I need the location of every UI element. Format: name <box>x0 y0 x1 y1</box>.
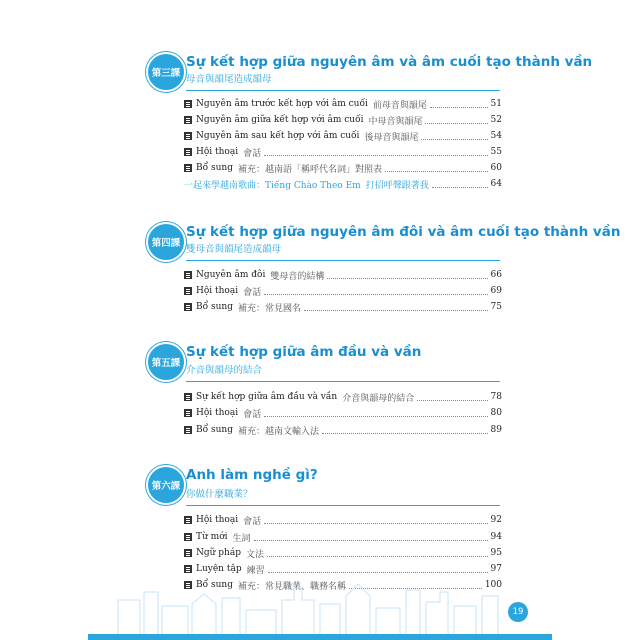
entry-vi: Bổ sung <box>196 580 233 590</box>
list-bullet-icon <box>184 116 192 124</box>
entry-page: 75 <box>490 302 502 312</box>
entry-vi: Bổ sung <box>196 425 233 435</box>
lesson-subtitle: 雙母音與韻尾造成韻母 <box>186 244 282 255</box>
list-bullet-icon <box>184 516 192 524</box>
entry-vi: Ngữ pháp <box>196 548 241 558</box>
entry-zh: 補充：越南文輸入法 <box>237 426 319 437</box>
divider <box>186 381 500 382</box>
lesson-title: Sự kết hợp giữa nguyên âm và âm cuối tạo thành vần <box>186 54 593 70</box>
list-bullet-icon <box>184 287 192 295</box>
entry-page: 94 <box>490 532 502 542</box>
toc-entry[interactable] <box>184 390 502 404</box>
entry-zh: 生詞 <box>232 533 251 544</box>
toc-entry[interactable] <box>184 113 502 127</box>
list-bullet-icon <box>184 100 192 108</box>
entry-zh: 文法 <box>245 549 264 560</box>
toc-entry[interactable] <box>184 129 502 143</box>
entry-vi: Nguyên âm sau kết hợp với âm cuối <box>196 131 360 141</box>
entry-vi: Bổ sung <box>196 163 233 173</box>
leader-dots <box>264 288 487 295</box>
leader-dots <box>327 272 487 279</box>
list-bullet-icon <box>184 271 192 279</box>
lesson-badge: 第四課 <box>146 222 186 262</box>
list-bullet-icon <box>184 426 192 434</box>
entry-page: 97 <box>490 564 502 574</box>
entry-page: 54 <box>490 131 502 141</box>
leader-dots <box>254 534 488 541</box>
leader-dots <box>421 133 487 140</box>
toc-entry[interactable] <box>184 406 502 420</box>
leader-dots <box>267 550 488 557</box>
entry-vi: Hội thoại <box>196 515 239 525</box>
divider <box>186 260 500 261</box>
entry-page: 51 <box>490 99 502 109</box>
lesson-subtitle: 母音與韻尾造成韻母 <box>186 74 272 85</box>
leader-dots <box>264 149 487 156</box>
entry-page: 95 <box>490 548 502 558</box>
entry-page: 92 <box>490 515 502 525</box>
toc-entry[interactable] <box>184 530 502 544</box>
lesson-badge: 第六課 <box>146 465 186 505</box>
entry-zh: 會話 <box>243 148 262 159</box>
entry-page: 60 <box>490 163 502 173</box>
list-bullet-icon <box>184 148 192 156</box>
leader-dots <box>264 410 487 417</box>
entry-zh: 打招呼聲跟著我 <box>365 180 429 191</box>
entry-vi: Nguyên âm giữa kết hợp với âm cuối <box>196 115 364 125</box>
entry-zh: 介音與韻母的結合 <box>342 393 415 404</box>
entry-zh: 補充：常見國名 <box>237 303 301 314</box>
list-bullet-icon <box>184 132 192 140</box>
toc-entry[interactable] <box>184 97 502 111</box>
lesson-badge: 第五課 <box>146 342 186 382</box>
toc-entry[interactable] <box>184 423 502 437</box>
toc-entry-song[interactable] <box>184 177 502 191</box>
entry-vi: Sự kết hợp giữa âm đầu và vần <box>196 392 338 402</box>
divider <box>186 90 500 91</box>
leader-dots <box>385 165 488 172</box>
entry-page: 100 <box>484 580 502 590</box>
entry-zh: 雙母音的結構 <box>270 271 325 282</box>
entry-page: 64 <box>490 179 502 189</box>
page-number-badge: 19 <box>508 602 528 622</box>
list-bullet-icon <box>184 164 192 172</box>
lesson-subtitle: 你做什麼職業？ <box>186 489 253 500</box>
entry-vi: 一起來學越南歌曲：Tiếng Chào Theo Em <box>184 180 361 191</box>
list-bullet-icon <box>184 303 192 311</box>
entry-page: 89 <box>490 425 502 435</box>
leader-dots <box>425 117 487 124</box>
entry-vi: Hội thoại <box>196 408 239 418</box>
entry-page: 55 <box>490 147 502 157</box>
lesson-title: Anh làm nghề gì? <box>186 467 318 483</box>
list-bullet-icon <box>184 549 192 557</box>
lesson-badge: 第三課 <box>146 52 186 92</box>
lesson-title: Sự kết hợp giữa âm đầu và vần <box>186 344 422 360</box>
list-bullet-icon <box>184 409 192 417</box>
leader-dots <box>432 181 488 188</box>
toc-entry[interactable] <box>184 284 502 298</box>
entry-zh: 補充：常見職業、職務名稱 <box>237 581 346 592</box>
divider <box>186 505 500 506</box>
entry-page: 66 <box>490 270 502 280</box>
lesson-subtitle: 介音與韻母的結合 <box>186 365 263 376</box>
leader-dots <box>417 394 487 401</box>
leader-dots <box>322 427 488 434</box>
entry-vi: Nguyên âm đôi <box>196 270 266 280</box>
entry-vi: Từ mới <box>196 532 228 542</box>
entry-zh: 會話 <box>243 409 262 420</box>
entry-zh: 會話 <box>243 287 262 298</box>
lesson-title: Sự kết hợp giữa nguyên âm đôi và âm cuối tạo thành vần <box>186 224 621 240</box>
entry-vi: Hội thoại <box>196 286 239 296</box>
toc-entry[interactable] <box>184 300 502 314</box>
entry-vi: Hội thoại <box>196 147 239 157</box>
entry-vi: Luyện tập <box>196 564 242 574</box>
toc-entry[interactable] <box>184 546 502 560</box>
list-bullet-icon <box>184 393 192 401</box>
entry-vi: Bổ sung <box>196 302 233 312</box>
list-bullet-icon <box>184 533 192 541</box>
toc-entry[interactable] <box>184 161 502 175</box>
leader-dots <box>430 101 488 108</box>
leader-dots <box>304 304 488 311</box>
entry-zh: 前母音與韻尾 <box>372 100 427 111</box>
entry-zh: 會話 <box>243 516 262 527</box>
entry-zh: 練習 <box>246 565 265 576</box>
entry-vi: Nguyên âm trước kết hợp với âm cuối <box>196 99 368 109</box>
entry-zh: 中母音與韻尾 <box>368 116 423 127</box>
toc-entry[interactable] <box>184 268 502 282</box>
toc-entry[interactable] <box>184 145 502 159</box>
entry-page: 80 <box>490 408 502 418</box>
city-skyline-illustration <box>88 570 552 640</box>
entry-zh: 後母音與韻尾 <box>364 132 419 143</box>
entry-page: 52 <box>490 115 502 125</box>
entry-zh: 補充：越南語「稱呼代名詞」對照表 <box>237 164 382 175</box>
toc-entry[interactable] <box>184 513 502 527</box>
leader-dots <box>264 517 487 524</box>
entry-page: 78 <box>490 392 502 402</box>
entry-page: 69 <box>490 286 502 296</box>
book-page <box>88 0 621 640</box>
